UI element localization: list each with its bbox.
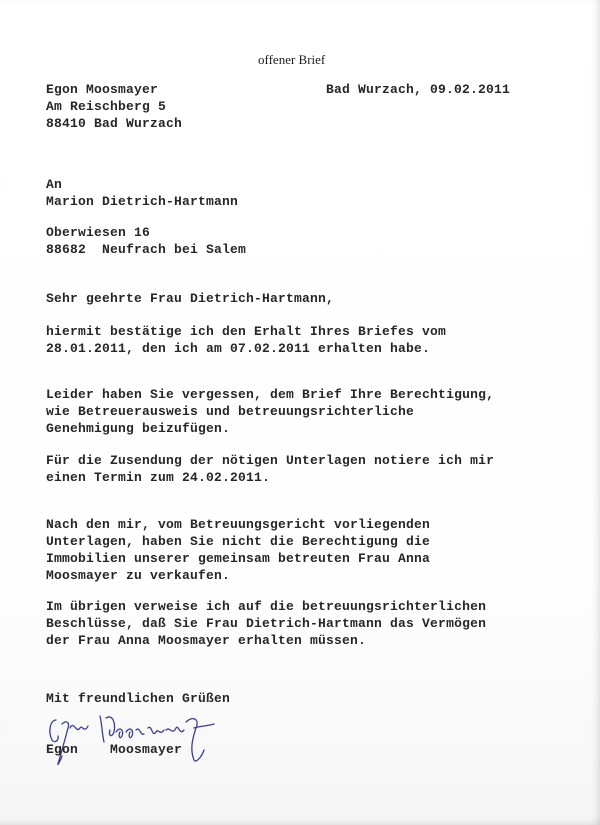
- paragraph-line: Genehmigung beizufügen.: [46, 421, 231, 436]
- paragraph-line: wie Betreuerausweis und betreuungsrichterliche: [46, 404, 415, 419]
- letter-header-label: offener Brief: [258, 52, 326, 67]
- sender-street: Am Reischberg 5: [46, 99, 167, 114]
- paragraph-line: Immobilien unserer gemeinsam betreuten Frau Anna: [46, 551, 431, 566]
- place-date: Bad Wurzach, 09.02.2011: [326, 82, 511, 97]
- closing-line: Mit freundlichen Grüßen: [46, 691, 231, 706]
- paragraph-line: 28.01.2011, den ich am 07.02.2011 erhalten habe.: [46, 341, 431, 356]
- paragraph-line: der Frau Anna Moosmayer erhalten müssen.: [46, 633, 367, 648]
- sender-name: Egon Moosmayer: [46, 82, 159, 97]
- paragraph-line: Im übrigen verweise ich auf die betreuungsrichterlichen: [46, 599, 487, 614]
- recipient-street: Oberwiesen 16: [46, 225, 151, 240]
- paragraph-line: Moosmayer zu verkaufen.: [46, 568, 231, 583]
- paragraph-line: Leider haben Sie vergessen, dem Brief Ihre Berechtigung,: [46, 387, 495, 402]
- paragraph-line: Beschlüsse, daß Sie Frau Dietrich-Hartmann das Vermögen: [46, 616, 487, 631]
- recipient-prefix: An: [46, 177, 63, 192]
- paragraph-line: hiermit bestätige ich den Erhalt Ihres Briefes vom: [46, 324, 447, 339]
- paragraph-line: einen Termin zum 24.02.2011.: [46, 470, 271, 485]
- recipient-city: 88682 Neufrach bei Salem: [46, 242, 247, 257]
- paragraph-line: Nach den mir, vom Betreuungsgericht vorliegenden: [46, 517, 431, 532]
- paragraph-line: Für die Zusendung der nötigen Unterlagen notiere ich mir: [46, 453, 495, 468]
- paragraph-line: Unterlagen, haben Sie nicht die Berechtigung die: [46, 534, 431, 549]
- signature-drawing: [44, 706, 224, 768]
- sender-city: 88410 Bad Wurzach: [46, 116, 183, 131]
- salutation: Sehr geehrte Frau Dietrich-Hartmann,: [46, 291, 335, 306]
- signature-name: Egon Moosmayer: [46, 742, 183, 757]
- recipient-name: Marion Dietrich-Hartmann: [46, 194, 239, 209]
- handwritten-signature: [44, 706, 224, 768]
